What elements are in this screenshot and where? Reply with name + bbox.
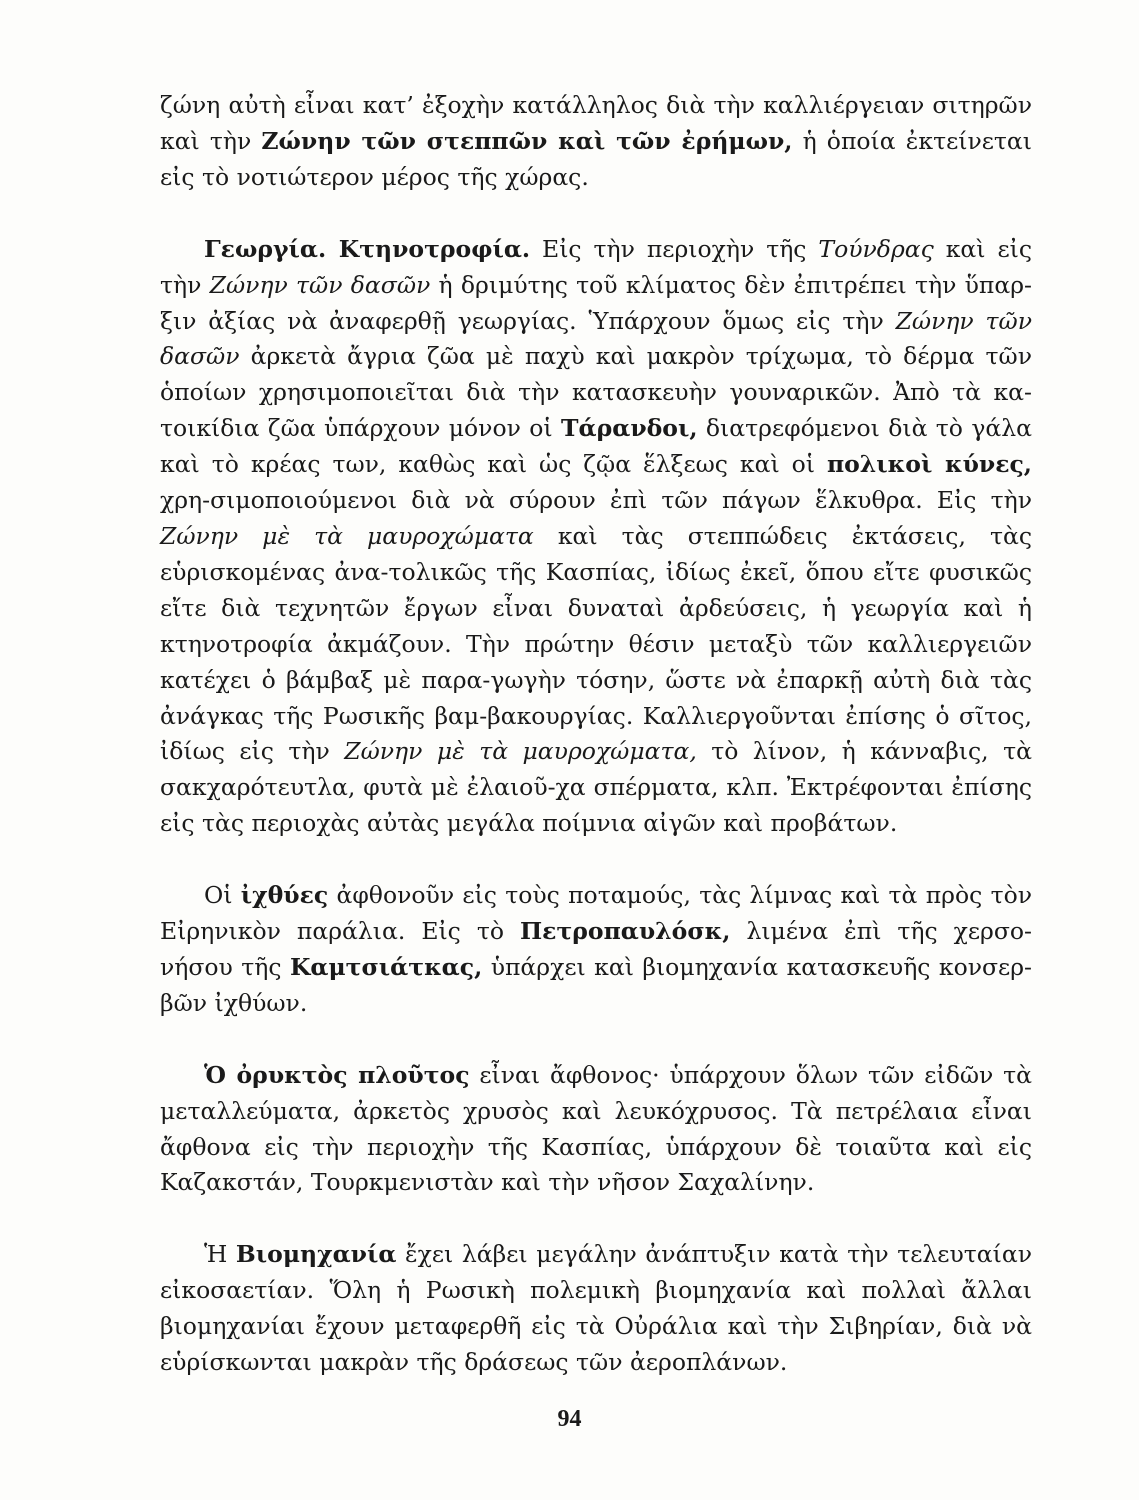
paragraph-industry [160, 1237, 1032, 1381]
text-span: εἶναι ἄφθονος· ὑπάρχουν ὅλων τῶν εἰδῶν τὰ μεταλλεύματα, ἀρκετὸς χρυσὸς καὶ λευκόχρυσος. Τὰ πετρέλαια εἶναι ἄφθονα εἰς τὴν περιοχὴν τῆς Κασπίας, ὑπάρχουν δὲ τοιαῦτα καὶ εἰς Καζακστάν, Τουρκμενιστὰν καὶ τὴν νῆσον Σαχαλίνην. [160, 1060, 1032, 1197]
italic-term: Ζώνην τῶν δασῶν [160, 306, 1033, 371]
text-span: ἀρκετὰ ἄγρια ζῶα μὲ παχὺ καὶ μακρὸν τρίχωμα, τὸ δέρμα τῶν ὁποίων χρησιμοποιεῖται διὰ τὴν κατασκευὴν γουναρικῶν. Ἀπὸ τὰ κα-τοικίδια ζῶα ὑπάρχουν μόνον οἱ [160, 342, 1032, 443]
paragraph-fish [160, 878, 1032, 1022]
bold-term: Ὁ ὀρυκτὸς πλοῦτος [204, 1060, 470, 1089]
page-body [160, 88, 1032, 1381]
text-span: ἡ ὁποία ἐκτείνεται εἰς τὸ νοτιώτερον μέρος τῆς χώρας. [160, 126, 1032, 191]
text-span: ἔχει λάβει μεγάλην ἀνάπτυξιν κατὰ τὴν τελευταίαν εἰκοσαετίαν. Ὅλη ἡ Ρωσικὴ πολεμικὴ βιομηχανία καὶ πολλαὶ ἄλλαι βιομηχανίαι ἔχουν μεταφερθῆ εἰς τὰ Οὐράλια καὶ τὴν Σιβηρίαν, διὰ νὰ εὑρίσκωνται μακρὰν τῆς δράσεως τῶν ἀεροπλάνων. [160, 1240, 1032, 1377]
italic-term: Ζώνην τῶν δασῶν [209, 270, 431, 299]
text-span: χρη-σιμοποιούμενοι διὰ νὰ σύρουν ἐπὶ τῶν πάγων ἕλκυθρα. Εἰς τὴν [160, 486, 1032, 515]
text-span: Ἡ [204, 1240, 236, 1269]
text-span: ὑπάρχει καὶ βιομηχανία κατασκευῆς κονσερ-βῶν ἰχθύων. [160, 952, 1032, 1017]
section-heading: Γεωργία. Κτηνοτροφία. [204, 234, 531, 263]
bold-term: Βιομηχανία [235, 1240, 397, 1269]
bold-term: Τάρανδοι, [561, 414, 698, 443]
text-span: Εἰς τὴν περιοχὴν τῆς [530, 234, 819, 263]
text-span: καὶ εἰς τὴν [160, 234, 1033, 299]
text-span: τὸ λίνον, ἡ κάνναβις, τὰ σακχαρότευτλα, φυτὰ μὲ ἐλαιοῦ-χα σπέρματα, κλπ. Ἐκτρέφονται ἐπίσης εἰς τὰς περιοχὰς αὐτὰς μεγάλα ποίμνια αἰγῶν καὶ προβάτων. [160, 737, 1032, 838]
bold-term: Πετροπαυλόσκ, [519, 917, 731, 946]
italic-term: Τούνδρας [818, 234, 934, 263]
italic-term: Ζώνην μὲ τὰ μαυροχώματα [160, 521, 534, 550]
paragraph-minerals [160, 1058, 1032, 1202]
text-span: ζώνη αὐτὴ εἶναι κατ’ ἐξοχὴν κατάλληλος διὰ τὴν καλλιέργειαν σιτηρῶν καὶ τὴν [160, 91, 1032, 155]
paragraph-agriculture [160, 232, 1032, 842]
italic-term: Ζώνην μὲ τὰ μαυροχώματα, [344, 737, 697, 766]
bold-term: πολικοὶ κύνες, [826, 450, 1032, 479]
text-span: ἀφθονοῦν εἰς τοὺς ποταμούς, τὰς λίμνας καὶ τὰ πρὸς τὸν Εἰρηνικὸν παράλια. Εἰς τὸ [160, 881, 1033, 946]
text-span: καὶ τὰς στεππώδεις ἐκτάσεις, τὰς εὑρισκομένας ἀνα-τολικῶς τῆς Κασπίας, ἰδίως ἐκεῖ, ὅπου εἴτε φυσικῶς εἴτε διὰ τεχνητῶν ἔργων εἶναι δυναταὶ ἀρδεύσεις, ἡ γεωργία καὶ ἡ κτηνοτροφία ἀκμάζουν. Τὴν πρώτην θέσιν μεταξὺ τῶν καλλιεργειῶν κατέχει ὁ βάμβαξ μὲ παρα-γωγὴν τόσην, ὥστε νὰ ἐπαρκῇ αὐτὴ διὰ τὰς ἀνάγκας τῆς Ρωσικῆς βαμ-βακουργίας. Καλλιεργοῦνται ἐπίσης ὁ σῖτος, ἰδίως εἰς τὴν [160, 521, 1032, 766]
page-number: 94 [557, 1406, 582, 1432]
text-span: ἡ δριμύτης τοῦ κλίματος δὲν ἐπιτρέπει τὴν ὕπαρ-ξιν ἀξίας νὰ ἀναφερθῇ γεωργίας. Ὑπάρχουν ὅμως εἰς τὴν [160, 270, 1032, 335]
bold-term: Ζώνην τῶν στεππῶν καὶ τῶν ἐρήμων, [261, 126, 793, 155]
bold-term: Καμτσιάτκας, [289, 952, 483, 981]
text-span: διατρεφόμενοι διὰ τὸ γάλα καὶ τὸ κρέας των, καθὼς καὶ ὡς ζῷα ἕλξεως καὶ οἱ [160, 414, 1033, 479]
text-span: Οἱ [204, 881, 241, 910]
text-span: λιμένα ἐπὶ τῆς χερσο-νήσου τῆς [160, 917, 1033, 981]
paragraph-zones [160, 88, 1032, 196]
bold-term: ἰχθύες [240, 881, 329, 910]
